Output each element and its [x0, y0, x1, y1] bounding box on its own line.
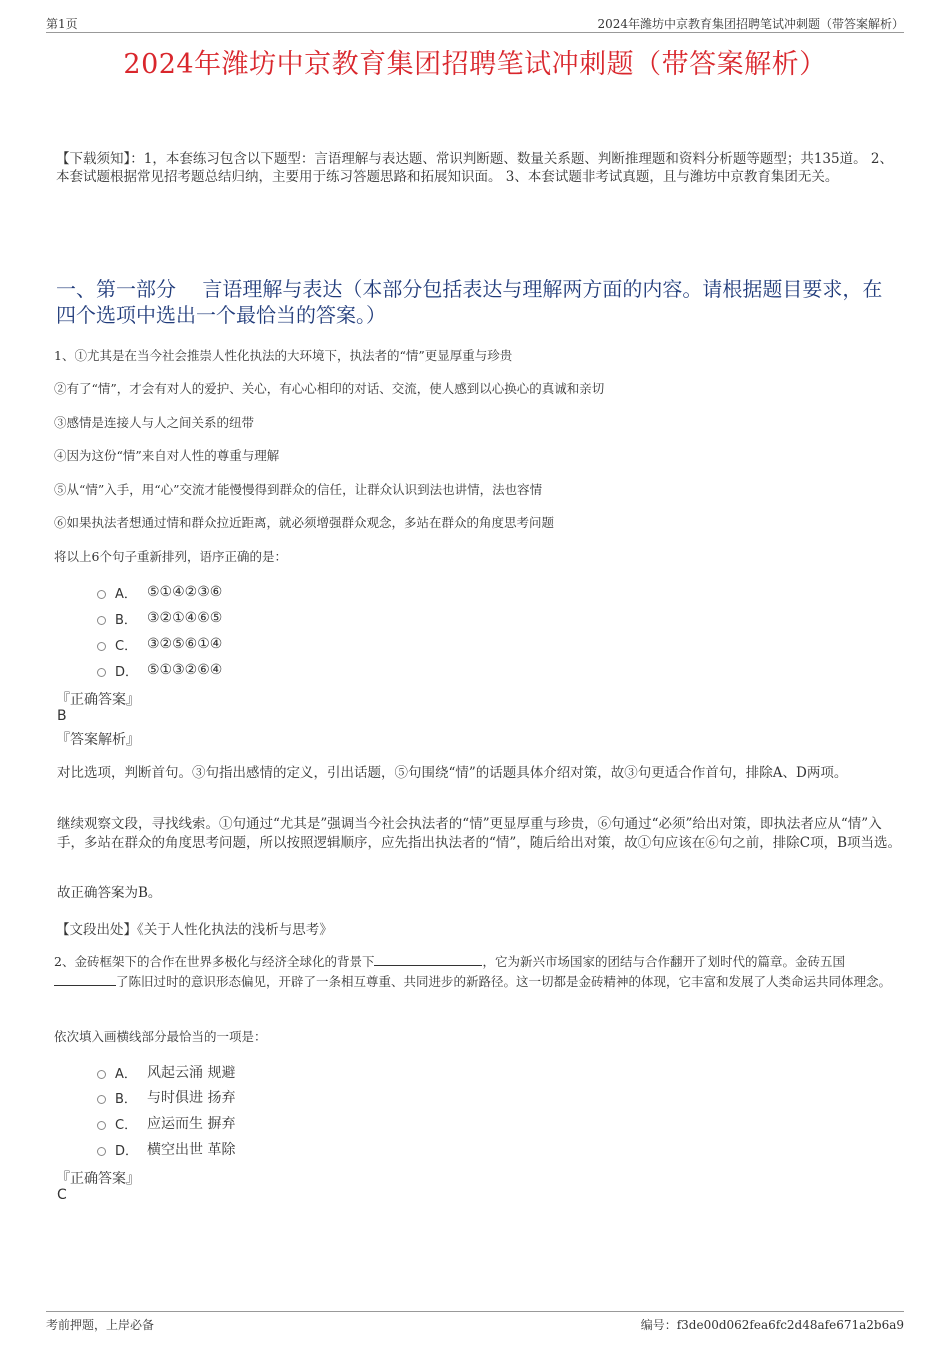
- option-text: ③②①④⑥⑤: [147, 610, 223, 626]
- option-text: ⑤①③②⑥④: [147, 662, 223, 678]
- radio-icon[interactable]: [97, 1095, 106, 1104]
- option-letter: D．: [115, 664, 139, 680]
- option-letter: A．: [115, 586, 137, 602]
- q1-sentence-5: ⑤从“情”入手，用“心”交流才能慢慢得到群众的信任，让群众认识到法也讲情，法也容情: [54, 482, 543, 497]
- q1-analysis-1: 对比选项，判断首句。③句指出感情的定义，引出话题，⑤句围绕“情”的话题具体介绍对策，故③句更适合作首句，排除A、D两项。: [57, 765, 848, 781]
- radio-icon[interactable]: [97, 590, 106, 599]
- radio-icon[interactable]: [97, 1147, 106, 1156]
- q2-option-a[interactable]: [97, 1062, 235, 1082]
- radio-icon[interactable]: [97, 616, 106, 625]
- q2-blank-2[interactable]: [54, 973, 116, 986]
- option-letter: A．: [115, 1066, 137, 1082]
- download-notice: 【下载须知】：1，本套练习包含以下题型：言语理解与表达题、常识判断题、数量关系题、判断推理题和资料分析题等题型；共135道。 2、本套试题根据常见招考题总结归纳，主要用于练习答题思路和拓展知识面。 3、本套试题非考试真题，且与潍坊中京教育集团无关。: [56, 151, 893, 185]
- option-letter: D．: [115, 1143, 139, 1159]
- option-text: 应运而生 摒弃: [147, 1116, 236, 1132]
- q2-option-b[interactable]: [97, 1087, 235, 1107]
- option-letter: C．: [115, 638, 138, 654]
- q1-sentence-3: ③感情是连接人与人之间关系的纽带: [54, 415, 255, 430]
- option-letter: C．: [115, 1117, 138, 1133]
- q2-option-d[interactable]: [97, 1139, 235, 1159]
- radio-icon[interactable]: [97, 668, 106, 677]
- header-doc-title: 2024年潍坊中京教育集团招聘笔试冲刺题（带答案解析）: [597, 17, 904, 31]
- q1-analysis-3: 故正确答案为B。: [57, 885, 162, 901]
- q2-answer-label: 『正确答案』: [56, 1171, 140, 1187]
- q1-option-d[interactable]: [97, 660, 222, 680]
- option-text: ③②⑤⑥①④: [147, 636, 223, 652]
- q1-sentence-2: ②有了“情”，才会有对人的爱护、关心，有心心相印的对话、交流，使人感到以心换心的真诚和亲切: [54, 381, 605, 396]
- option-text: 与时俱进 扬弃: [147, 1090, 236, 1106]
- q1-option-b[interactable]: [97, 608, 222, 628]
- option-text: 风起云涌 规避: [147, 1065, 236, 1081]
- option-text: 横空出世 革除: [147, 1142, 236, 1158]
- page-header: [46, 12, 904, 33]
- option-text: ⑤①④②③⑥: [147, 584, 223, 600]
- q2-text: [54, 952, 904, 992]
- q1-option-a[interactable]: [97, 582, 222, 602]
- q1-answer-label: 『正确答案』: [56, 692, 140, 708]
- footer-doc-id: 编号：f3de00d062fea6fc2d48afe671a2b6a9: [640, 1318, 904, 1332]
- q1-sentence-4: ④因为这份“情”来自对人性的尊重与理解: [54, 448, 280, 463]
- option-letter: B．: [115, 612, 137, 628]
- radio-icon[interactable]: [97, 642, 106, 651]
- section-title: 一、第一部分 言语理解与表达（本部分包括表达与理解两方面的内容。请根据题目要求，在四个选项中选出一个最恰当的答案。）: [56, 277, 883, 327]
- q1-analysis-2: 继续观察文段，寻找线索。①句通过“尤其是”强调当今社会执法者的“情”更显厚重与珍贵，⑥句通过“必须”给出对策，即执法者应从“情”入手，多站在群众的角度思考问题，所以按照逻辑顺序，应先指出执法者的“情”，随后给出对策，故①句应该在⑥句之前，排除C项，B项当选。: [57, 816, 902, 851]
- q1-option-c[interactable]: [97, 634, 222, 654]
- page-number: 第1页: [46, 17, 78, 31]
- radio-icon[interactable]: [97, 1121, 106, 1130]
- option-letter: B．: [115, 1091, 137, 1107]
- q2-blank-1[interactable]: [374, 953, 482, 966]
- radio-icon[interactable]: [97, 1070, 106, 1079]
- q1-source: 【文段出处】《关于人性化执法的浅析与思考》: [56, 922, 333, 938]
- q2-text-part1: 2、金砖框架下的合作在世界多极化与经济全球化的背景下: [54, 954, 375, 969]
- q1-prompt: 将以上6个句子重新排列，语序正确的是：: [54, 549, 287, 564]
- q2-answer: C: [57, 1187, 67, 1203]
- q2-option-c[interactable]: [97, 1113, 235, 1133]
- q1-sentence-6: ⑥如果执法者想通过情和群众拉近距离，就必须增强群众观念，多站在群众的角度思考问题: [54, 515, 555, 530]
- q1-analysis-label: 『答案解析』: [56, 732, 140, 748]
- q2-text-part3: 了陈旧过时的意识形态偏见，开辟了一条相互尊重、共同进步的新路径。这一切都是金砖精神的体现，它丰富和发展了人类命运共同体理念。: [116, 974, 892, 989]
- footer-slogan: 考前押题，上岸必备: [46, 1318, 155, 1332]
- q1-sentence-1: 1、①尤其是在当今社会推崇人性化执法的大环境下，执法者的“情”更显厚重与珍贵: [54, 348, 513, 363]
- q2-prompt: 依次填入画横线部分最恰当的一项是：: [54, 1029, 267, 1044]
- q1-answer: B: [57, 708, 67, 724]
- page-footer: [46, 1311, 904, 1332]
- page-title: 2024年潍坊中京教育集团招聘笔试冲刺题（带答案解析）: [123, 49, 827, 80]
- q2-text-part2: ，它为新兴市场国家的团结与合作翻开了划时代的篇章。金砖五国: [482, 954, 845, 969]
